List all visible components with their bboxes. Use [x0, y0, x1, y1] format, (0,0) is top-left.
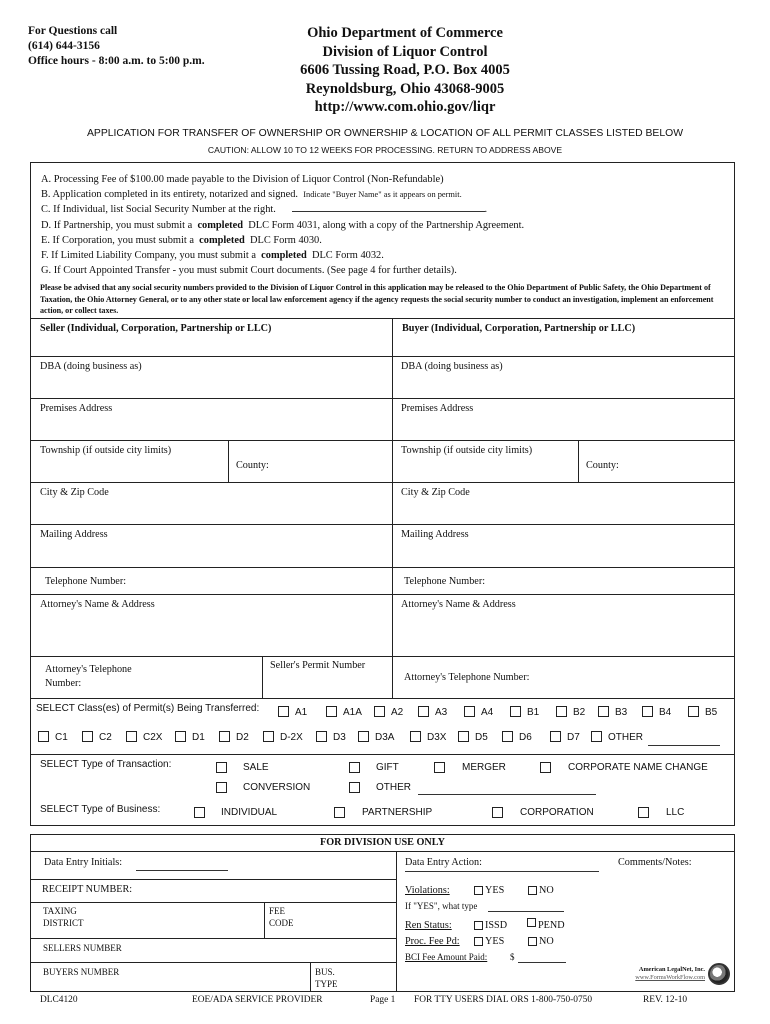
proc-fee-no-label: NO: [539, 936, 554, 947]
grid-line: [30, 356, 735, 357]
permit-other-line[interactable]: [648, 745, 720, 746]
comments-notes-label: Comments/Notes:: [618, 857, 692, 868]
receipt-number-field[interactable]: RECEIPT NUMBER:: [42, 884, 133, 895]
requirement-a: A. Processing Fee of $100.00 made payable to the Division of Liquor Control (Non-Refundable): [41, 174, 444, 185]
division-line: [30, 902, 396, 903]
business-llc-checkbox[interactable]: [638, 807, 649, 818]
revision: REV. 12-10: [643, 995, 688, 1005]
grid-line: [30, 594, 735, 595]
permit-d-2x-checkbox[interactable]: [263, 731, 274, 742]
ren-status-issd-label: ISSD: [485, 920, 508, 931]
business-corporation-checkbox[interactable]: [492, 807, 503, 818]
permit-d2-label: D2: [236, 732, 249, 743]
agency-address: [262, 24, 548, 117]
permit-c2x-checkbox[interactable]: [126, 731, 137, 742]
grid-line: [30, 567, 735, 568]
fee-code-field[interactable]: FEE CODE: [269, 906, 294, 928]
permit-a3-label: A3: [435, 707, 448, 718]
bci-fee-line[interactable]: [518, 962, 566, 963]
permit-b3-label: B3: [615, 707, 628, 718]
proc-fee-yes-checkbox[interactable]: [474, 937, 483, 946]
grid-line: [30, 482, 735, 483]
contact-line-phone: (614) 644-3156: [28, 40, 100, 52]
requirements-list: [41, 172, 731, 278]
permit-c2-checkbox[interactable]: [82, 731, 93, 742]
data-entry-initials-label: Data Entry Initials:: [44, 857, 123, 868]
buyer-mailing-field[interactable]: Mailing Address: [401, 529, 469, 540]
buyers-number-field[interactable]: BUYERS NUMBER: [43, 967, 120, 977]
grid-line: [30, 656, 735, 657]
grid-line: [30, 440, 735, 441]
caution-line: CAUTION: ALLOW 10 TO 12 WEEKS FOR PROCESSING. RETURN TO ADDRESS ABOVE: [207, 145, 563, 155]
violations-label: Violations:: [405, 885, 450, 896]
seller-attorney-field[interactable]: Attorney's Name & Address: [40, 599, 155, 610]
violations-no-label: NO: [539, 885, 554, 896]
permit-d3-label: D3: [333, 732, 346, 743]
permit-other-label: OTHER: [608, 732, 643, 743]
permit-c2x-label: C2X: [143, 732, 163, 743]
permit-a2-checkbox[interactable]: [374, 706, 385, 717]
ren-status-issd-checkbox[interactable]: [474, 921, 483, 930]
grid-line: [30, 318, 735, 319]
seller-county-field[interactable]: County:: [236, 460, 269, 471]
transaction-corporate-name-change-checkbox[interactable]: [540, 762, 551, 773]
permit-b5-label: B5: [705, 707, 718, 718]
business-llc-label: LLC: [666, 807, 685, 818]
grid-divider: [228, 440, 229, 482]
permit-b4-label: B4: [659, 707, 672, 718]
permit-c2-label: C2: [99, 732, 112, 743]
privacy-notice: Please be advised that any social security numbers provided to the Division of Liquor Control in this application may be released to the Ohio Department of Public Safety, the Ohio Department of Taxation, the Ohio Attorney General, or to any other state or local law enforcement agency if the agency requests the social security number to conduct an investigation, implement an enforcement action, or collect taxes.: [40, 283, 714, 316]
permit-a3-checkbox[interactable]: [418, 706, 429, 717]
requirement-g: G. If Court Appointed Transfer - you must submit Court documents. (See page 4 for further details).: [41, 265, 457, 277]
permit-b4-checkbox[interactable]: [642, 706, 653, 717]
bci-fee-label: BCI Fee Amount Paid:: [405, 952, 488, 962]
transaction-gift-label: GIFT: [376, 762, 399, 773]
business-partnership-label: PARTNERSHIP: [362, 807, 433, 818]
transaction-other-label: OTHER: [376, 782, 411, 793]
contact-line-questions: For Questions call: [28, 25, 118, 37]
agency-url: http://www.com.ohio.gov/liqr: [314, 99, 496, 115]
buyer-city-zip-field[interactable]: City & Zip Code: [401, 487, 470, 498]
grid-line: [30, 698, 735, 699]
permit-d5-label: D5: [475, 732, 488, 743]
form-number: DLC4120: [40, 995, 78, 1005]
ren-status-pend-label: PEND: [538, 920, 565, 931]
permit-d1-checkbox[interactable]: [175, 731, 186, 742]
permit-d3-checkbox[interactable]: [316, 731, 327, 742]
permit-a1a-label: A1A: [343, 707, 362, 718]
permit-d3x-label: D3X: [427, 732, 447, 743]
buyer-attorney-field[interactable]: Attorney's Name & Address: [401, 599, 516, 610]
division-line: [30, 938, 396, 939]
transaction-gift-checkbox[interactable]: [349, 762, 360, 773]
grid-line: [30, 524, 735, 525]
buyer-header: Buyer (Individual, Corporation, Partnership or LLC): [402, 323, 636, 334]
transaction-type-label: SELECT Type of Transaction:: [40, 759, 172, 770]
permit-d1-label: D1: [192, 732, 205, 743]
division-line: [30, 879, 396, 880]
agency-street: 6606 Tussing Road, P.O. Box 4005: [300, 62, 510, 78]
permit-a4-checkbox[interactable]: [464, 706, 475, 717]
seller-attorney-phone-field[interactable]: Attorney's Telephone Number:: [45, 664, 132, 689]
permit-classes-label: SELECT Class(es) of Permit(s) Being Transferred:: [36, 703, 260, 714]
data-entry-action-label: Data Entry Action:: [405, 857, 482, 868]
requirement-f: F. If Limited Liability Company, you must submit a completed DLC Form 4032.: [41, 250, 384, 262]
requirement-c: C. If Individual, list Social Security Number at the right. .: [41, 204, 488, 216]
page-number: Page 1: [370, 995, 396, 1005]
business-type-label: SELECT Type of Business:: [40, 804, 161, 815]
violations-type-line[interactable]: [488, 911, 564, 912]
agency-division: Division of Liquor Control: [322, 43, 488, 60]
taxing-district-field[interactable]: TAXING DISTRICT: [43, 906, 84, 928]
violations-no-checkbox[interactable]: [528, 886, 537, 895]
eoe-statement: EOE/ADA SERVICE PROVIDER: [192, 995, 323, 1005]
contact-line-hours: Office hours - 8:00 a.m. to 5:00 p.m.: [28, 55, 205, 67]
permit-d6-checkbox[interactable]: [502, 731, 513, 742]
permit-b2-checkbox[interactable]: [556, 706, 567, 717]
permit-c1-label: C1: [55, 732, 68, 743]
seller-telephone-field[interactable]: Telephone Number:: [45, 576, 127, 587]
permit-d6-label: D6: [519, 732, 532, 743]
transaction-conversion-label: CONVERSION: [243, 782, 311, 793]
ssn-field[interactable]: [292, 203, 485, 212]
legalnet-url: www.FormsWorkFlow.com: [635, 974, 705, 981]
permit-b3-checkbox[interactable]: [598, 706, 609, 717]
transaction-sale-label: SALE: [243, 762, 269, 773]
proc-fee-yes-label: YES: [485, 936, 505, 947]
seller-dba-field[interactable]: DBA (doing business as): [40, 361, 142, 372]
violations-type-label: If "YES", what type: [405, 901, 478, 911]
permit-other-checkbox[interactable]: [591, 731, 602, 742]
transaction-corporate-name-change-label: CORPORATE NAME CHANGE: [568, 762, 708, 773]
legalnet-name: American LegalNet, Inc.: [638, 966, 705, 973]
proc-fee-label: Proc. Fee Pd:: [405, 936, 460, 947]
contact-info: [28, 24, 205, 69]
buyer-dba-field[interactable]: DBA (doing business as): [401, 361, 503, 372]
division-header: FOR DIVISION USE ONLY: [319, 837, 445, 848]
bci-fee-dollar: $: [510, 952, 515, 962]
buyer-telephone-field[interactable]: Telephone Number:: [404, 576, 486, 587]
permit-b1-label: B1: [527, 707, 540, 718]
globe-logo-icon: [708, 963, 730, 985]
permit-b5-checkbox[interactable]: [688, 706, 699, 717]
requirement-e: E. If Corporation, you must submit a completed DLC Form 4030.: [41, 234, 322, 246]
permit-d7-checkbox[interactable]: [550, 731, 561, 742]
seller-city-zip-field[interactable]: City & Zip Code: [40, 487, 109, 498]
transaction-other-line[interactable]: [418, 794, 596, 795]
grid-line: [30, 398, 735, 399]
violations-yes-checkbox[interactable]: [474, 886, 483, 895]
permit-c1-checkbox[interactable]: [38, 731, 49, 742]
data-entry-initials-line[interactable]: [136, 870, 228, 871]
transaction-other-checkbox[interactable]: [349, 782, 360, 793]
seller-header: Seller (Individual, Corporation, Partnership or LLC): [40, 323, 272, 334]
transaction-conversion-checkbox[interactable]: [216, 782, 227, 793]
seller-township-field[interactable]: Township (if outside city limits): [40, 445, 172, 456]
permit-d3a-checkbox[interactable]: [358, 731, 369, 742]
permit-a1-label: A1: [295, 707, 308, 718]
permit-a4-label: A4: [481, 707, 494, 718]
business-corporation-label: CORPORATION: [520, 807, 594, 818]
business-partnership-checkbox[interactable]: [334, 807, 345, 818]
division-line: [30, 962, 396, 963]
violations-yes-label: YES: [485, 885, 505, 896]
division-divider: [396, 851, 397, 992]
ren-status-label: Ren Status:: [405, 920, 452, 931]
business-individual-checkbox[interactable]: [194, 807, 205, 818]
transaction-merger-label: MERGER: [462, 762, 506, 773]
requirement-b: B. Application completed in its entirety, notarized and signed. Indicate "Buyer Name" as it appears on permit.: [41, 189, 462, 201]
permit-b1-checkbox[interactable]: [510, 706, 521, 717]
seller-premises-field[interactable]: Premises Address: [40, 403, 113, 414]
grid-divider: [392, 318, 393, 698]
data-entry-action-line[interactable]: [405, 871, 599, 872]
tty-line: FOR TTY USERS DIAL ORS 1-800-750-0750: [414, 995, 593, 1005]
permit-d5-checkbox[interactable]: [458, 731, 469, 742]
permit-a2-label: A2: [391, 707, 404, 718]
grid-divider: [578, 440, 579, 482]
bus-type-field[interactable]: BUS. TYPE: [315, 967, 338, 989]
buyer-township-field[interactable]: Township (if outside city limits): [401, 445, 533, 456]
legalnet-logo-text: [605, 966, 705, 982]
seller-mailing-field[interactable]: Mailing Address: [40, 529, 108, 540]
sellers-permit-number-field[interactable]: Seller's Permit Number: [270, 660, 366, 671]
permit-d7-label: D7: [567, 732, 580, 743]
ren-status-pend-checkbox[interactable]: [527, 918, 536, 927]
agency-department: Ohio Department of Commerce: [307, 25, 503, 41]
transaction-sale-checkbox[interactable]: [216, 762, 227, 773]
application-title: APPLICATION FOR TRANSFER OF OWNERSHIP OR OWNERSHIP & LOCATION OF ALL PERMIT CLASSES LISTED BELOW: [86, 128, 684, 139]
permit-a1a-checkbox[interactable]: [326, 706, 337, 717]
permit-a1-checkbox[interactable]: [278, 706, 289, 717]
sellers-number-field[interactable]: SELLERS NUMBER: [43, 943, 122, 953]
proc-fee-no-checkbox[interactable]: [528, 937, 537, 946]
buyer-county-field[interactable]: County:: [586, 460, 619, 471]
division-divider: [310, 962, 311, 992]
buyer-attorney-phone-field[interactable]: Attorney's Telephone Number:: [404, 672, 530, 683]
agency-city: Reynoldsburg, Ohio 43068-9005: [305, 80, 505, 97]
permit-d-2x-label: D-2X: [280, 732, 303, 743]
buyer-premises-field[interactable]: Premises Address: [401, 403, 474, 414]
requirement-b-note: Indicate "Buyer Name" as it appears on permit.: [303, 190, 462, 200]
permit-d2-checkbox[interactable]: [219, 731, 230, 742]
requirement-d: D. If Partnership, you must submit a completed DLC Form 4031, along with a copy of the Partnership Agreement.: [41, 219, 525, 231]
permit-d3x-checkbox[interactable]: [410, 731, 421, 742]
business-individual-label: INDIVIDUAL: [221, 807, 278, 818]
transaction-merger-checkbox[interactable]: [434, 762, 445, 773]
grid-divider: [262, 656, 263, 698]
permit-b2-label: B2: [573, 707, 586, 718]
permit-d3a-label: D3A: [375, 732, 395, 743]
division-divider: [264, 902, 265, 938]
division-line: [30, 851, 735, 852]
